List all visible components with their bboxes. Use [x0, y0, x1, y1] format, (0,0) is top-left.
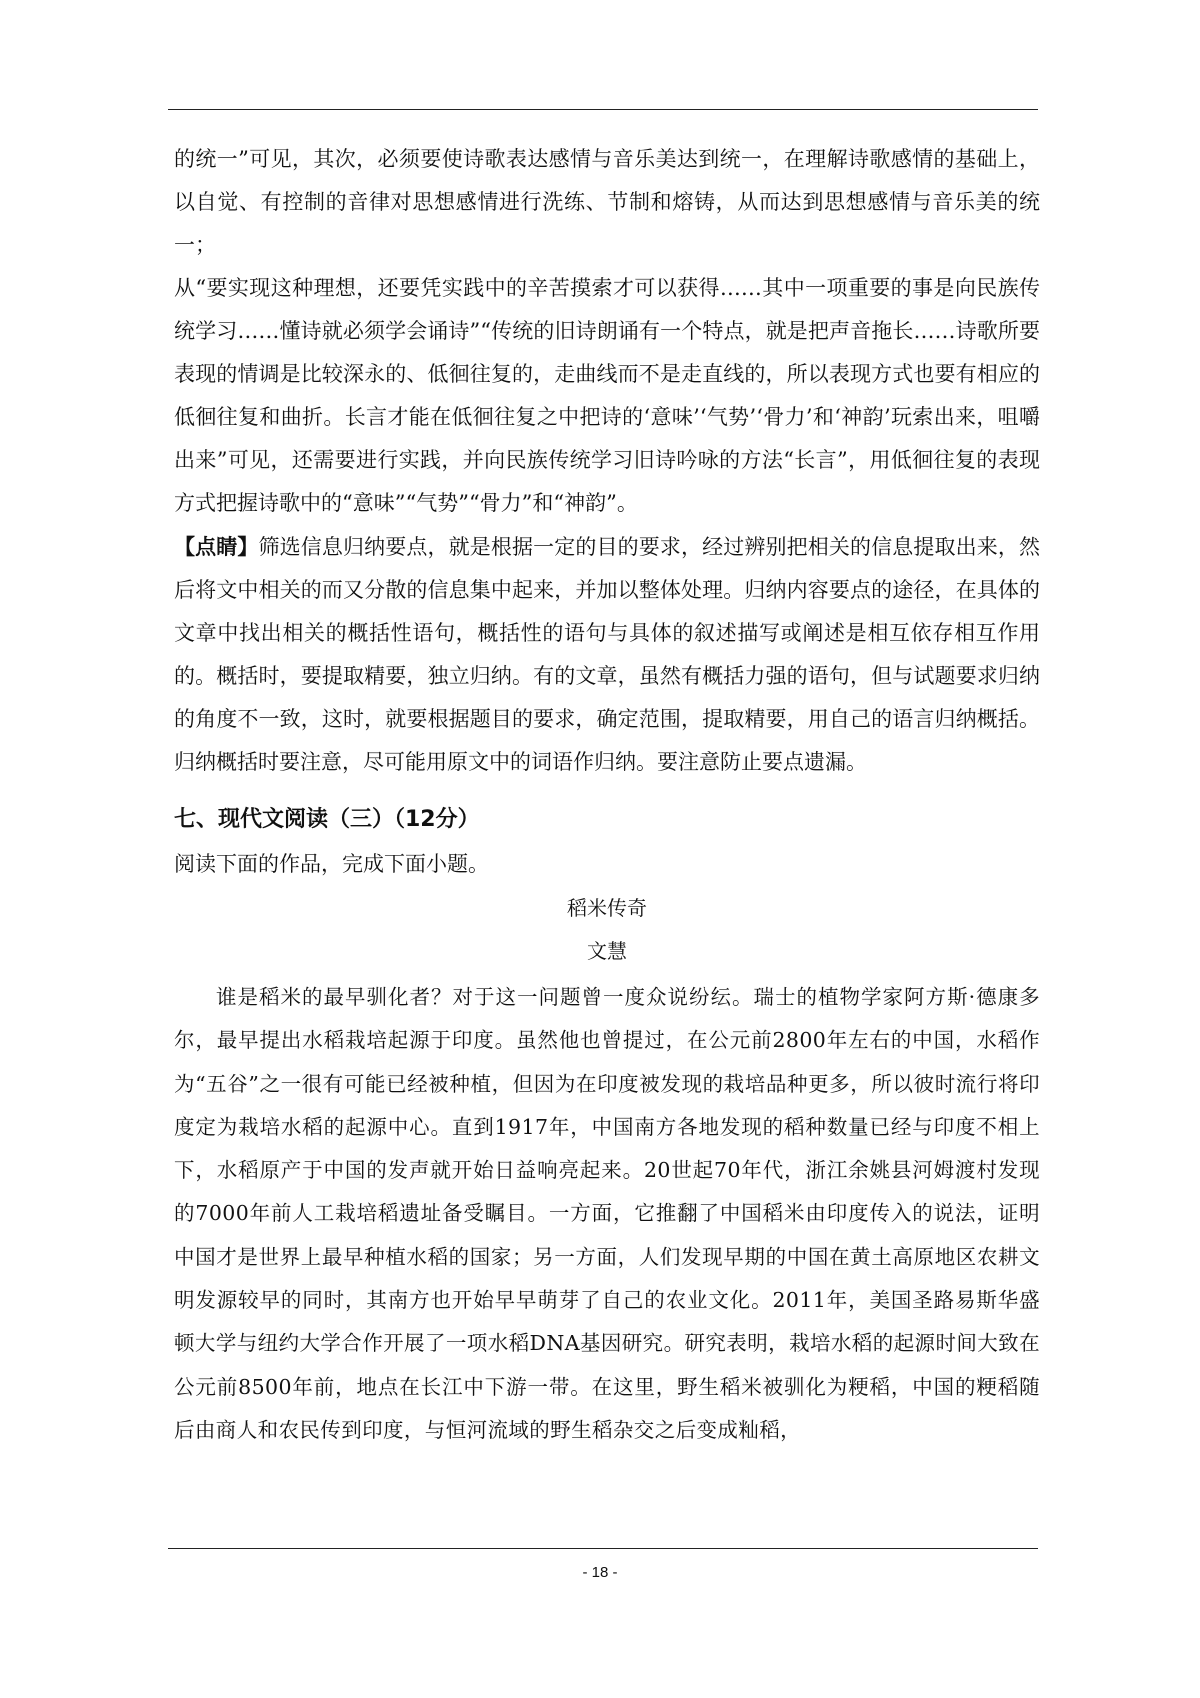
- answer-paragraph-1: 的统一”可见，其次，必须要使诗歌表达感情与音乐美达到统一，在理解诗歌感情的基础上，以自觉、有控制的音律对思想感情进行洗练、节制和熔铸，从而达到思想感情与音乐美的统一；: [174, 147, 1040, 257]
- article-author: 文慧: [587, 939, 627, 963]
- page-number: - 18 -: [582, 1564, 618, 1581]
- article-title: 稻米传奇: [567, 896, 647, 920]
- header-rule: [168, 109, 1038, 110]
- answer-paragraph-2: 从“要实现这种理想，还要凭实践中的辛苦摸索才可以获得……其中一项重要的事是向民族传统学习……懂诗就必须学会诵诗”“传统的旧诗朗诵有一个特点，就是把声音拖长……诗歌所要表现的情调是比较深永的、低徊往复的，走曲线而不是走直线的，所以表现方式也要有相应的低徊往复和曲折。长言才能在低徊往复之中把诗的‘意味’‘气势’‘骨力’和‘神韵’玩索出来，咀嚼出来”可见，还需要进行实践，并向民族传统学习旧诗吟咏的方法“长言”，用低徊往复的表现方式把握诗歌中的“意味”“气势”“骨力”和“神韵”。: [174, 276, 1040, 515]
- section-instruction: 阅读下面的作品，完成下面小题。: [174, 852, 489, 876]
- tip-paragraph: [174, 525, 1040, 784]
- section-title: 七、现代文阅读（三）（12分）: [174, 807, 480, 832]
- tip-text: 筛选信息归纳要点，就是根据一定的目的要求，经过辨别把相关的信息提取出来，然后将文中相关的而又分散的信息集中起来，并加以整体处理。归纳内容要点的途径，在具体的文章中找出相关的概括性语句，概括性的语句与具体的叙述描写或阐述是相互依存相互作用的。概括时，要提取精要，独立归纳。有的文章，虽然有概括力强的语句，但与试题要求归纳的角度不一致，这时，就要根据题目的要求，确定范围，提取精要，用自己的语言归纳概括。归纳概括时要注意，尽可能用原文中的词语作归纳。要注意防止要点遗漏。: [174, 535, 1040, 774]
- tip-label: 【点睛】: [174, 534, 259, 559]
- footer-rule: [168, 1548, 1038, 1549]
- article-paragraph: 谁是稻米的最早驯化者？对于这一问题曾一度众说纷纭。瑞士的植物学家阿方斯·德康多尔，最早提出水稻栽培起源于印度。虽然他也曾提过，在公元前2800年左右的中国，水稻作为“五谷”之一很有可能已经被种植，但因为在印度被发现的栽培品种更多，所以彼时流行将印度定为栽培水稻的起源中心。直到1917年，中国南方各地发现的稻种数量已经与印度不相上下，水稻原产于中国的发声就开始日益响亮起来。20世起70年代，浙江余姚县河姆渡村发现的7000年前人工栽培稻遗址备受瞩目。一方面，它推翻了中国稻米由印度传入的说法，证明中国才是世界上最早种植水稻的国家；另一方面，人们发现早期的中国在黄土高原地区农耕文明发源较早的同时，其南方也开始早早萌芽了自己的农业文化。2011年，美国圣路易斯华盛顿大学与纽约大学合作开展了一项水稻DNA基因研究。研究表明，栽培水稻的起源时间大致在公元前8500年前，地点在长江中下游一带。在这里，野生稻米被驯化为粳稻，中国的粳稻随后由商人和农民传到印度，与恒河流域的野生稻杂交之后变成籼稻，: [174, 985, 1040, 1442]
